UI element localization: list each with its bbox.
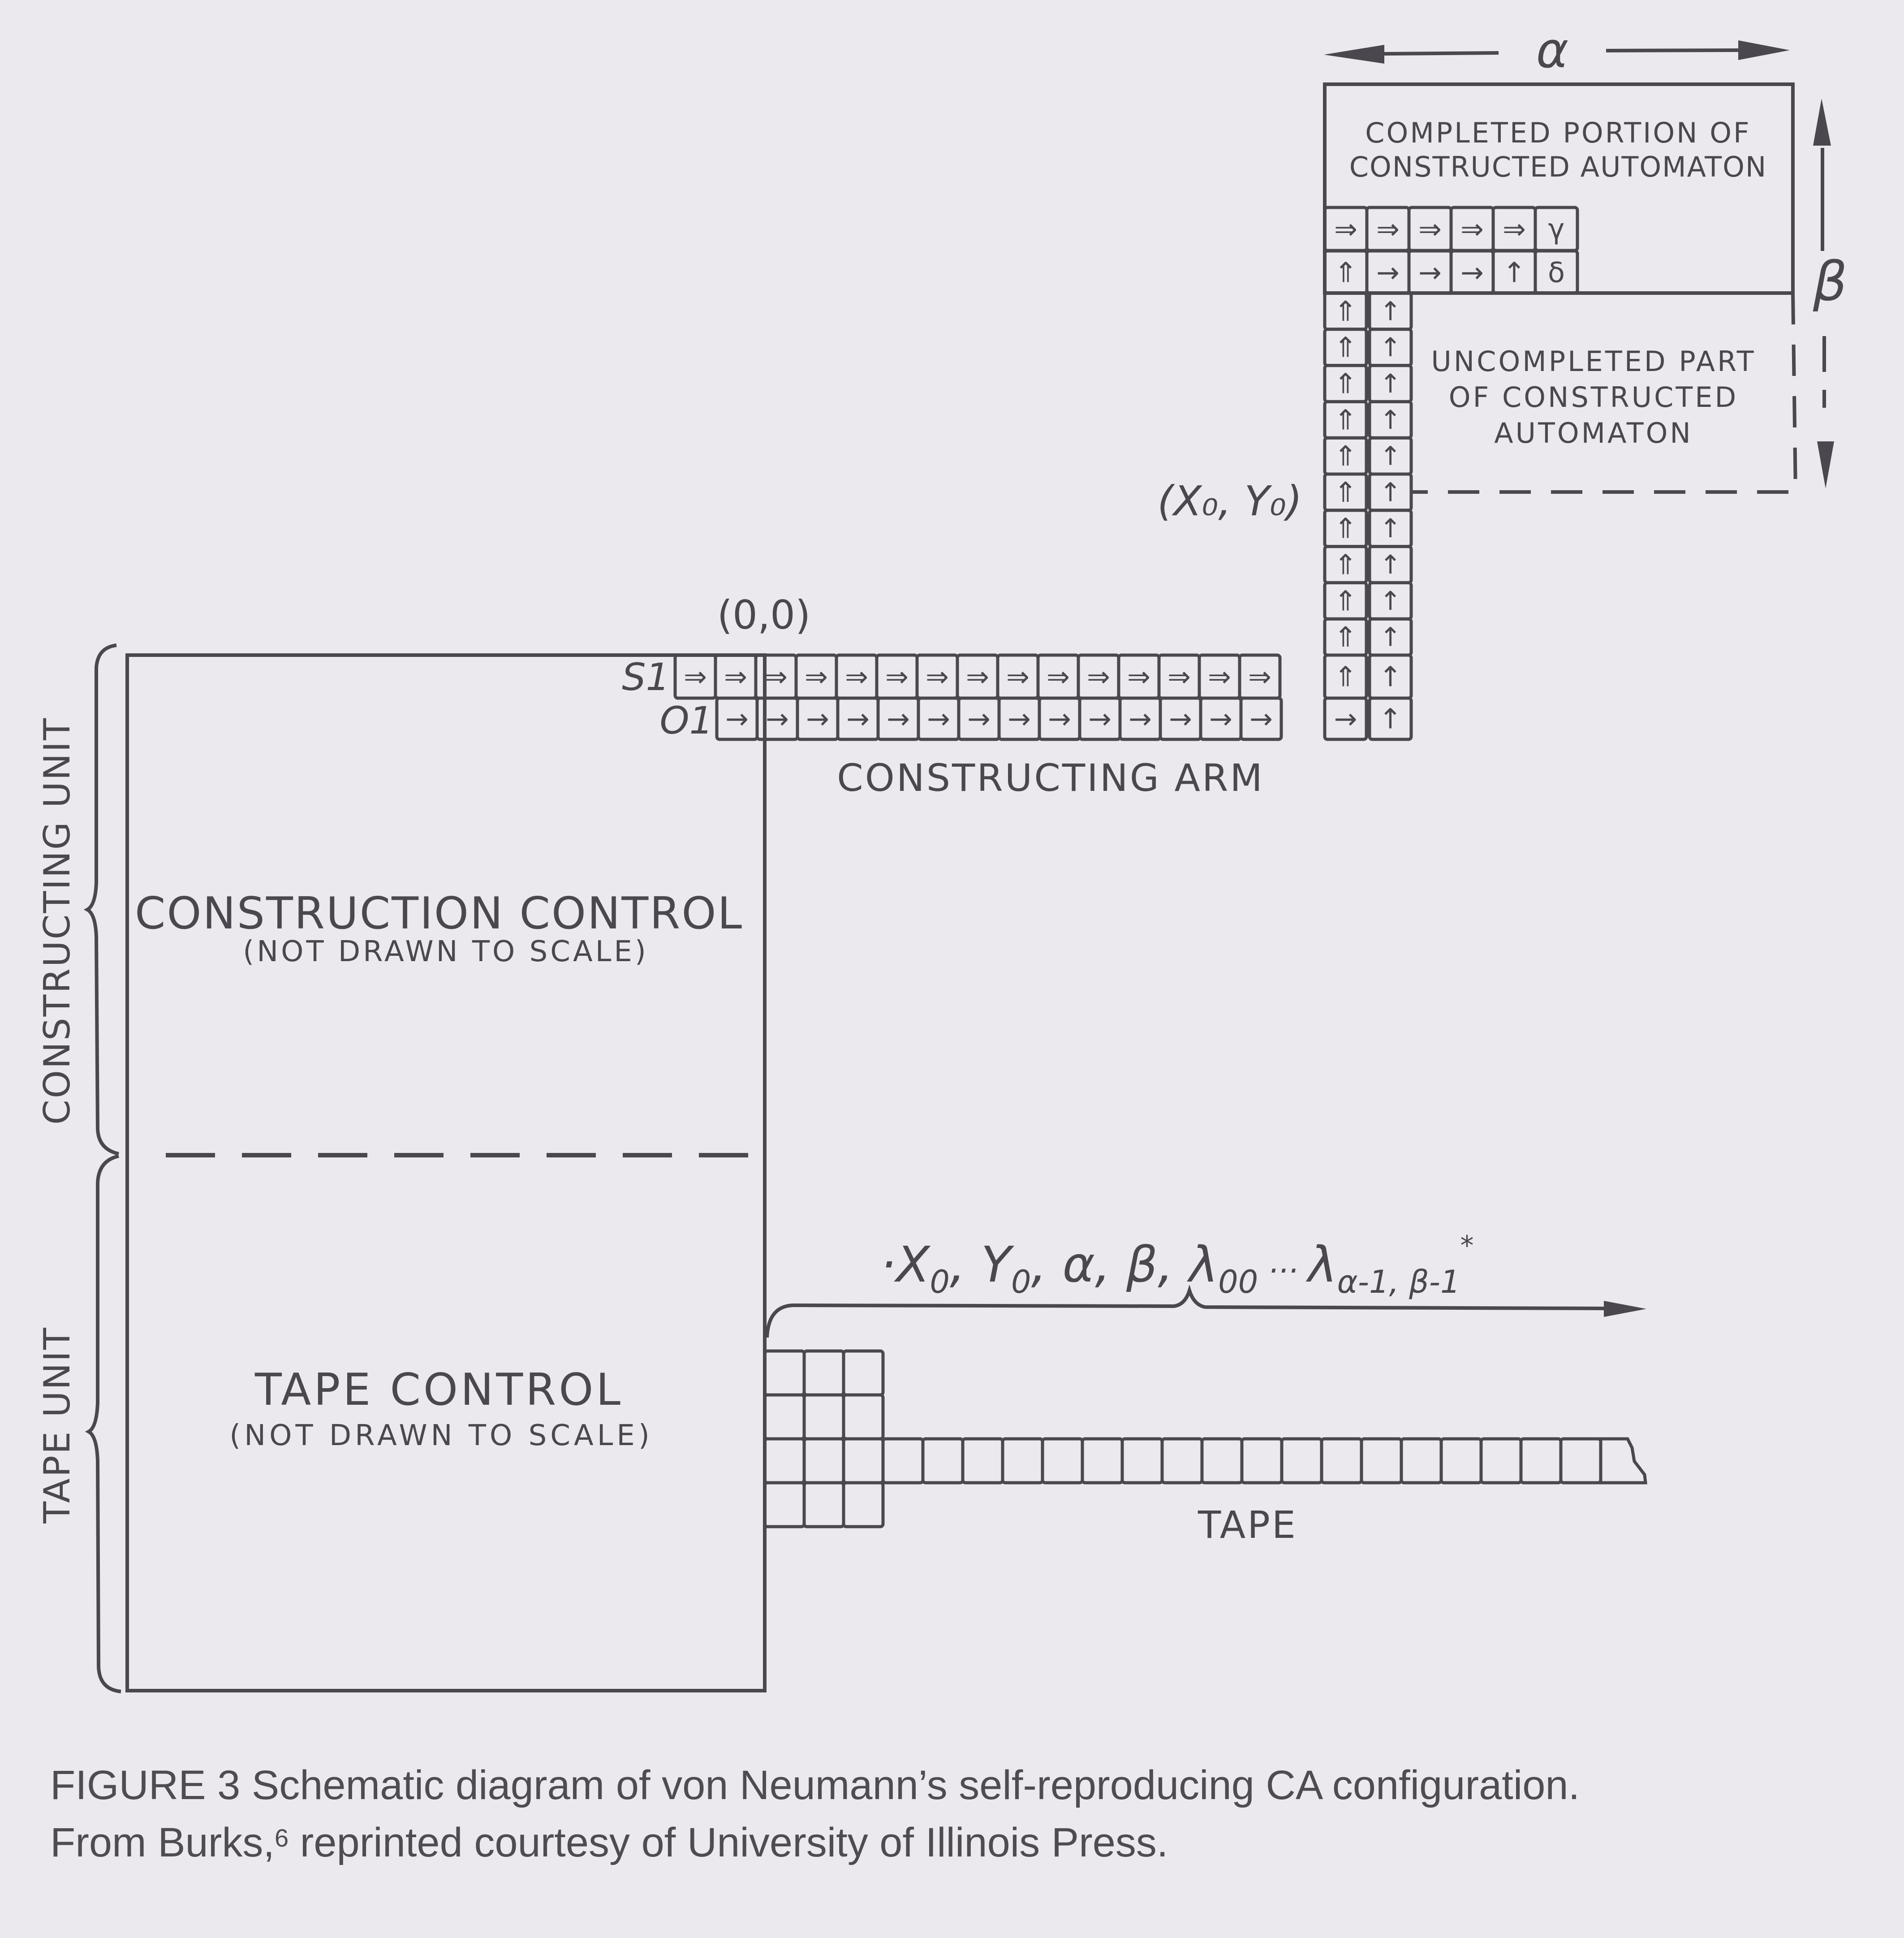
constructing-arm-label: CONSTRUCTING ARM: [837, 756, 1264, 800]
tape-control-cell: [844, 1439, 883, 1483]
origin-label: (0,0): [717, 592, 811, 638]
tape-cell: [1561, 1439, 1601, 1483]
double-up-arrow-icon: ⇑: [1334, 475, 1357, 509]
beta-label: β: [1813, 251, 1848, 313]
right-arrow-icon: →: [1088, 702, 1111, 735]
double-right-arrow-icon: ⇒: [1418, 212, 1442, 246]
double-right-arrow-icon: ⇒: [885, 660, 909, 693]
up-arrow-icon: ↑: [1379, 477, 1401, 508]
double-right-arrow-icon: ⇒: [1376, 212, 1400, 246]
caption-line-2: From Burks,$^6$ reprinted courtesy of University of Illinois Press.: [50, 1820, 1168, 1865]
tape-control-cell: [804, 1351, 844, 1395]
right-arrow-icon: →: [927, 702, 950, 735]
tape-sequence-label: $\cdot X_0$, $Y_0$, α, β, $\lambda_{00}$ ··· $\lambda_{\alpha-1, \beta-1}^*$: [880, 1230, 1474, 1300]
right-arrow-icon: →: [1048, 702, 1071, 735]
double-up-arrow-icon: ⇑: [1334, 294, 1357, 328]
right-arrow-icon: →: [1334, 702, 1357, 735]
right-arrow-icon: →: [725, 702, 749, 735]
delta-symbol: δ: [1548, 256, 1565, 289]
right-arrow-icon: →: [1418, 256, 1442, 289]
tape-control-cell: [765, 1395, 804, 1439]
double-right-arrow-icon: ⇒: [1248, 660, 1271, 693]
tape-control-label: TAPE CONTROL: [254, 1364, 624, 1416]
right-arrow-icon: →: [846, 702, 870, 735]
tape-cell: [883, 1439, 923, 1483]
double-up-arrow-icon: ⇑: [1334, 440, 1357, 473]
tape-cell: [923, 1439, 963, 1483]
tape-cell: [1282, 1439, 1322, 1483]
completed-label-line1: COMPLETED PORTION OF: [1365, 117, 1751, 149]
tape-cell: [1162, 1439, 1202, 1483]
double-right-arrow-icon: ⇒: [1047, 660, 1070, 693]
tape-cell: [1003, 1439, 1042, 1483]
double-right-arrow-icon: ⇒: [805, 660, 828, 693]
tape-cell: [1322, 1439, 1361, 1483]
right-arrow-icon: →: [806, 702, 829, 735]
double-right-arrow-icon: ⇒: [1167, 660, 1191, 693]
tape-label: TAPE: [1198, 1503, 1297, 1547]
double-right-arrow-icon: ⇒: [1334, 212, 1357, 246]
tape-control-cell: [804, 1483, 844, 1527]
right-arrow-icon: →: [1129, 702, 1152, 735]
double-right-arrow-icon: ⇒: [1127, 660, 1150, 693]
tape-unit-label: TAPE UNIT: [36, 1326, 78, 1524]
double-right-arrow-icon: ⇒: [966, 660, 989, 693]
uncompleted-label-line3: AUTOMATON: [1494, 417, 1693, 449]
tape-cell: [1082, 1439, 1122, 1483]
gamma-symbol: γ: [1548, 212, 1565, 246]
tape-control-cell: [765, 1439, 804, 1483]
tape-control-cell: [765, 1483, 804, 1527]
double-right-arrow-icon: ⇒: [684, 660, 707, 693]
tape-cell: [1401, 1439, 1441, 1483]
double-up-arrow-icon: ⇑: [1334, 584, 1357, 617]
tape-control-cell: [765, 1351, 804, 1395]
right-arrow-icon: →: [1008, 702, 1031, 735]
tape-control-cell: [804, 1439, 844, 1483]
right-arrow-icon: →: [967, 702, 991, 735]
tape-cell: [1202, 1439, 1242, 1483]
tape-cell: [1361, 1439, 1401, 1483]
up-arrow-icon: ↑: [1379, 368, 1401, 399]
s-row-label: S1: [622, 655, 670, 699]
up-arrow-icon: ↑: [1379, 549, 1401, 580]
o-row-label: O1: [659, 699, 713, 742]
right-arrow-icon: →: [1376, 256, 1400, 289]
uncompleted-label-line1: UNCOMPLETED PART: [1431, 345, 1756, 378]
double-right-arrow-icon: ⇒: [1087, 660, 1110, 693]
up-arrow-icon: ↑: [1378, 702, 1402, 735]
tape-cell: [963, 1439, 1003, 1483]
right-arrow-icon: →: [1460, 256, 1484, 289]
constructing-unit-brace: [87, 645, 119, 1154]
double-right-arrow-icon: ⇒: [1208, 660, 1231, 693]
tape-cell: [1521, 1439, 1561, 1483]
up-arrow-icon: ↑: [1378, 660, 1402, 693]
double-right-arrow-icon: ⇒: [1503, 212, 1526, 246]
double-right-arrow-icon: ⇒: [724, 660, 747, 693]
up-arrow-icon: ↑: [1379, 332, 1401, 363]
uncompleted-label-line2: OF CONSTRUCTED: [1448, 381, 1739, 414]
double-up-arrow-icon: ⇑: [1334, 331, 1357, 364]
figure-caption: [50, 1757, 1842, 1871]
tape-unit-brace: [89, 1156, 121, 1692]
caption-line-1: FIGURE 3 Schematic diagram of von Neumann’s self-reproducing CA configuration.: [50, 1762, 1580, 1808]
up-arrow-icon: ↑: [1379, 296, 1401, 327]
double-up-arrow-icon: ⇑: [1334, 548, 1357, 581]
double-up-arrow-icon: ⇑: [1334, 256, 1357, 289]
constructing-unit-label: CONSTRUCTING UNIT: [36, 717, 78, 1125]
double-up-arrow-icon: ⇑: [1334, 367, 1357, 400]
right-arrow-icon: →: [1169, 702, 1192, 735]
double-up-arrow-icon: ⇑: [1334, 512, 1357, 545]
tape-control-cell: [844, 1395, 883, 1439]
construction-control-note: (NOT DRAWN TO SCALE): [243, 935, 649, 968]
double-right-arrow-icon: ⇒: [845, 660, 868, 693]
tape-control-cell: [804, 1395, 844, 1439]
tape-cell: [1122, 1439, 1162, 1483]
tape-control-cell: [844, 1351, 883, 1395]
construction-unit-box: [127, 655, 765, 1691]
double-right-arrow-icon: ⇒: [926, 660, 949, 693]
tape-cell: [1481, 1439, 1521, 1483]
right-arrow-icon: →: [766, 702, 789, 735]
double-up-arrow-icon: ⇑: [1334, 660, 1357, 693]
x0y0-label: (X₀, Y₀): [1157, 477, 1302, 525]
double-right-arrow-icon: ⇒: [764, 660, 788, 693]
up-arrow-icon: ↑: [1379, 404, 1401, 435]
double-up-arrow-icon: ⇑: [1334, 403, 1357, 436]
tape-sequence-brace: [767, 1291, 1604, 1338]
tape-cell: [1042, 1439, 1082, 1483]
double-right-arrow-icon: ⇒: [1460, 212, 1484, 246]
double-up-arrow-icon: ⇑: [1334, 621, 1357, 654]
up-arrow-icon: ↑: [1379, 513, 1401, 544]
right-arrow-icon: →: [1249, 702, 1273, 735]
completed-label-line2: CONSTRUCTED AUTOMATON: [1349, 151, 1767, 183]
up-arrow-icon: ↑: [1503, 256, 1526, 289]
right-arrow-icon: →: [1209, 702, 1232, 735]
tape-cell: [1242, 1439, 1282, 1483]
tape-control-note: (NOT DRAWN TO SCALE): [229, 1419, 653, 1452]
alpha-label: α: [1536, 22, 1569, 79]
right-arrow-icon: →: [887, 702, 910, 735]
double-right-arrow-icon: ⇒: [1006, 660, 1030, 693]
tape-torn-end: [1601, 1439, 1646, 1483]
tape-cell: [1441, 1439, 1481, 1483]
up-arrow-icon: ↑: [1379, 440, 1401, 471]
construction-control-label: CONSTRUCTION CONTROL: [134, 888, 744, 939]
tape-control-cell: [844, 1483, 883, 1527]
up-arrow-icon: ↑: [1379, 585, 1401, 616]
up-arrow-icon: ↑: [1379, 622, 1401, 652]
